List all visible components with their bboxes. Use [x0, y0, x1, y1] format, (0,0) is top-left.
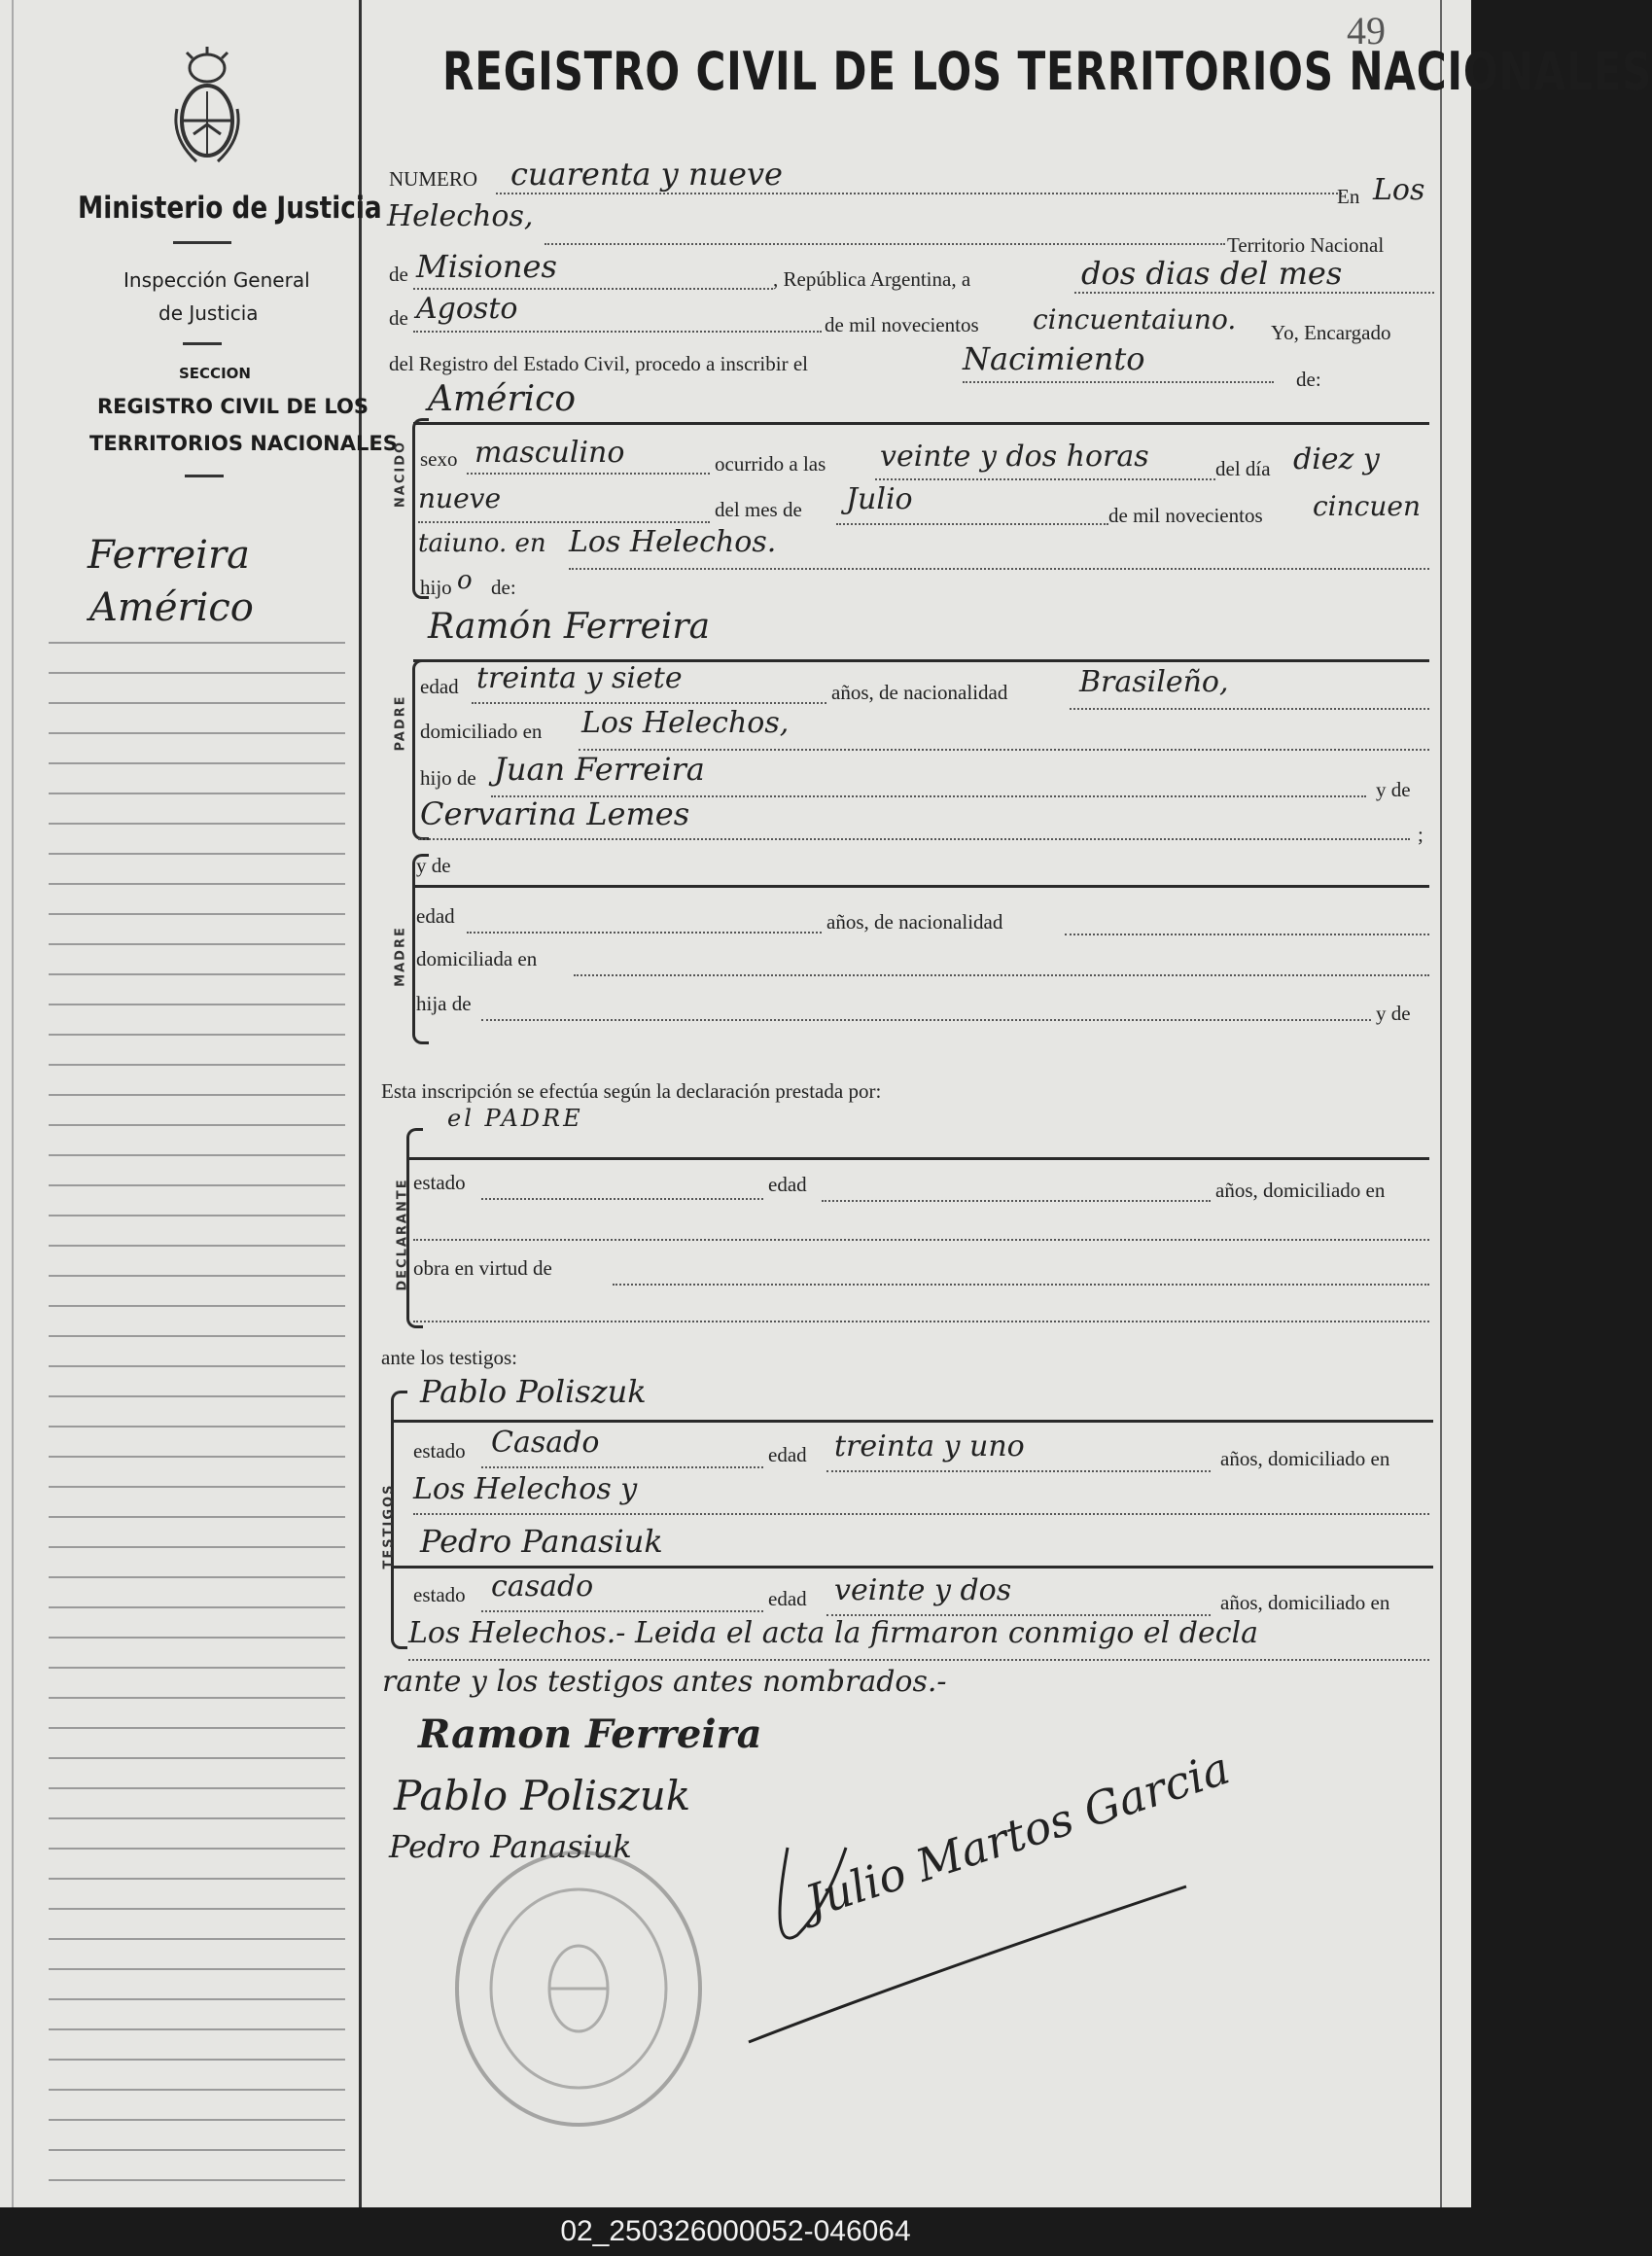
numero-value: cuarenta y nueve — [510, 156, 783, 193]
padre-domicilio-label: domiciliado en — [420, 720, 543, 743]
sidebar-inspection-2: de Justicia — [158, 301, 259, 325]
padre-edad-value: treinta y siete — [476, 661, 683, 695]
w1-edad-value: treinta y uno — [834, 1429, 1025, 1463]
padre-nat-dots — [1070, 708, 1429, 710]
nacido-mil-label: de mil novecientos — [1108, 504, 1263, 527]
madre-anos-label: años, de nacionalidad — [826, 910, 1003, 934]
page-title: REGISTRO CIVIL DE LOS TERRITORIOS NACIONALES — [442, 41, 1652, 102]
obra-dots-2 — [413, 1321, 1429, 1322]
sexo-label: sexo — [420, 447, 458, 471]
ledger-line — [49, 1787, 345, 1789]
ledger-line — [49, 1184, 345, 1186]
testigos-side-label: TESTIGOS — [381, 1483, 397, 1569]
sexo-value: masculino — [475, 436, 625, 470]
signature-witness2: Pedro Panasiuk — [389, 1828, 632, 1865]
nacido-year-value2: taiuno. en — [418, 529, 546, 558]
ledger-line — [49, 1215, 345, 1216]
ledger-line — [49, 2028, 345, 2030]
nacido-name: Américo — [428, 379, 576, 419]
witness1-name: Pablo Poliszuk — [420, 1373, 647, 1410]
w1-estado-dots — [481, 1466, 763, 1468]
ledger-line — [49, 1968, 345, 1970]
place-dots — [545, 243, 1225, 245]
signature-declarant: Ramon Ferreira — [418, 1711, 762, 1757]
padre-name: Ramón Ferreira — [428, 607, 711, 647]
ledger-line — [49, 2179, 345, 2181]
w1-edad-label: edad — [768, 1443, 807, 1466]
sidebar-registry-2: TERRITORIOS NACIONALES — [89, 432, 398, 455]
ledger-line — [49, 2119, 345, 2121]
left-edge-line — [12, 0, 14, 2207]
hour-value: veinte y dos horas — [880, 440, 1149, 474]
w2-estado-value: casado — [491, 1569, 594, 1604]
declarant-value: el PADRE — [447, 1105, 583, 1132]
nacido-place: Los Helechos. — [569, 525, 777, 559]
w1-edad-dots — [826, 1470, 1211, 1472]
ledger-line — [49, 1064, 345, 1066]
madre-dom-dots — [574, 974, 1429, 976]
ledger-line — [49, 883, 345, 885]
ledger-line — [49, 1878, 345, 1880]
ledger-line — [49, 1094, 345, 1096]
ledger-line — [49, 2089, 345, 2091]
ledger-line — [49, 672, 345, 674]
padre-dom-dots — [579, 749, 1429, 751]
ledger-line — [49, 1395, 345, 1397]
document-code-footer: 02_250326000052-046064 — [0, 2207, 1471, 2256]
w2-anos-label: años, domiciliado en — [1220, 1591, 1390, 1614]
w2-edad-label: edad — [768, 1587, 807, 1610]
witness2-rule — [393, 1566, 1433, 1569]
hijo-value: o — [457, 566, 473, 595]
w2-edad-value: veinte y dos — [834, 1573, 1012, 1607]
nacido-year-value: cincuen — [1313, 490, 1421, 522]
ledger-line — [49, 702, 345, 704]
nacido-name-rule — [413, 422, 1429, 425]
hour-dots — [875, 478, 1215, 480]
sidebar-divider — [359, 0, 362, 2207]
madre-y-de-label: y de — [416, 854, 451, 877]
madre-domicilio-label: domiciliada en — [416, 947, 538, 970]
ledger-line — [49, 973, 345, 975]
ledger-line — [49, 1365, 345, 1367]
nacido-side-label: NACIDO — [393, 440, 408, 509]
ledger-line — [49, 1697, 345, 1699]
month-dots — [413, 331, 822, 333]
ledger-line — [49, 1998, 345, 2000]
sidebar-rule-2 — [183, 342, 222, 345]
sidebar-section: SECCION — [179, 365, 251, 382]
ledger-line — [49, 1606, 345, 1608]
madre-nat-dots — [1065, 934, 1429, 935]
w1-estado-label: estado — [413, 1439, 466, 1463]
witness1-rule — [393, 1420, 1433, 1423]
padre-anos-label: años, de nacionalidad — [831, 681, 1008, 704]
month-value: Agosto — [416, 292, 518, 326]
madre-hija-dots — [481, 1019, 1371, 1021]
ledger-line — [49, 1426, 345, 1428]
en-value: Los — [1373, 173, 1425, 207]
closing-line-1: Los Helechos.- Leida el acta la firmaron conmigo el decla — [408, 1616, 1259, 1650]
mes-label: del mes de — [715, 498, 802, 521]
padre-hijo-label: hijo de — [420, 766, 476, 790]
nacido-day-value2: nueve — [418, 482, 502, 514]
padre-side-label: PADRE — [393, 694, 408, 752]
ledger-line — [49, 1908, 345, 1910]
ledger-line — [49, 1938, 345, 1940]
ledger-line — [49, 1516, 345, 1518]
ledger-line — [49, 2059, 345, 2061]
day-dots — [1074, 292, 1434, 294]
de3-label: de: — [1296, 368, 1321, 391]
declarante-estado-dots — [481, 1198, 763, 1200]
padre-edad-dots — [472, 702, 826, 704]
sidebar-inspection-1: Inspección General — [123, 268, 310, 292]
madre-edad-label: edad — [416, 904, 455, 928]
w1-estado-value: Casado — [491, 1426, 600, 1460]
page-number: 49 — [1347, 9, 1386, 53]
ledger-line — [49, 1817, 345, 1819]
sidebar-rule-3 — [185, 475, 224, 477]
ledger-line — [49, 913, 345, 915]
sidebar-registry-1: REGISTRO CIVIL DE LOS — [97, 395, 369, 418]
hijo-label: hijo — [420, 576, 452, 599]
act-value: Nacimiento — [963, 340, 1145, 377]
ledger-line — [49, 762, 345, 764]
ledger-line — [49, 853, 345, 855]
w1-anos-label: años, domiciliado en — [1220, 1447, 1390, 1470]
hijo-de-label: de: — [491, 576, 516, 599]
sidebar-given-name: Américo — [89, 585, 254, 630]
numero-dots — [496, 193, 1342, 194]
ledger-line — [49, 1034, 345, 1036]
madre-y-de2-label: y de — [1376, 1002, 1411, 1025]
republica-label: , República Argentina, a — [773, 267, 971, 291]
registro-label: del Registro del Estado Civil, procedo a inscribir el — [389, 352, 808, 375]
territorio-label: Territorio Nacional — [1227, 233, 1385, 257]
dia-label: del día — [1215, 457, 1271, 480]
ledger-line — [49, 1275, 345, 1277]
ledger-line — [49, 732, 345, 734]
ocurrido-label: ocurrido a las — [715, 452, 826, 476]
padre-hijo-value: Juan Ferreira — [494, 751, 705, 788]
ledger-line — [49, 793, 345, 794]
ledger-line — [49, 1727, 345, 1729]
numero-label: NUMERO — [389, 167, 478, 191]
padre-mother-dots — [418, 838, 1410, 840]
de2-label: de — [389, 306, 408, 330]
ledger-line — [49, 1486, 345, 1488]
declarante-rule — [408, 1157, 1429, 1160]
ledger-line — [49, 1004, 345, 1005]
declarante-side-label: DECLARANTE — [395, 1178, 410, 1291]
ledger-line — [49, 1757, 345, 1759]
nacido-day-value: diez y — [1293, 442, 1380, 476]
place-value: Helechos, — [387, 199, 534, 233]
madre-hija-label: hija de — [416, 992, 472, 1015]
w2-estado-label: estado — [413, 1583, 466, 1606]
padre-semicolon: ; — [1418, 823, 1424, 846]
closing-line-2: rante y los testigos antes nombrados.- — [382, 1665, 947, 1699]
right-margin-line — [1440, 0, 1442, 2207]
territory-value: Misiones — [416, 248, 557, 285]
ledger-line — [49, 1848, 345, 1850]
declarante-dom-dots — [413, 1239, 1429, 1241]
registry-seal-stamp — [447, 1843, 710, 2134]
padre-y-de-label: y de — [1376, 778, 1411, 801]
declarante-edad-label: edad — [768, 1173, 807, 1196]
sexo-dots — [467, 473, 710, 475]
madre-edad-dots — [467, 932, 822, 934]
w2-estado-dots — [481, 1610, 763, 1612]
yo-label: Yo, Encargado — [1271, 321, 1391, 344]
ledger-line — [49, 1335, 345, 1337]
ledger-line — [49, 1637, 345, 1639]
declarante-estado-label: estado — [413, 1171, 466, 1194]
madre-side-label: MADRE — [393, 926, 408, 987]
de-label: de — [389, 263, 408, 286]
ledger-line — [49, 1456, 345, 1458]
mil-label: de mil novecientos — [825, 313, 979, 336]
sidebar-surname: Ferreira — [88, 533, 250, 578]
coat-of-arms-icon — [167, 41, 247, 167]
day-value: dos dias del mes — [1081, 255, 1343, 292]
ledger-line — [49, 1154, 345, 1156]
closing-dots-1 — [408, 1659, 1429, 1661]
ledger-line — [49, 1546, 345, 1548]
year-value: cincuentaiuno. — [1033, 303, 1237, 335]
padre-edad-label: edad — [420, 675, 459, 698]
ledger-line — [49, 1124, 345, 1126]
nacido-month-value: Julio — [846, 482, 913, 516]
ledger-line — [49, 1245, 345, 1247]
padre-nationality: Brasileño, — [1079, 665, 1229, 699]
obra-label: obra en virtud de — [413, 1256, 552, 1280]
w1-dom-dots — [413, 1513, 1429, 1515]
padre-domicilio-value: Los Helechos, — [581, 706, 790, 740]
ledger-line — [49, 823, 345, 825]
declarante-edad-dots — [822, 1200, 1211, 1202]
obra-dots — [613, 1284, 1429, 1286]
padre-mother-value: Cervarina Lemes — [420, 795, 690, 832]
ledger-line — [49, 943, 345, 945]
sidebar-rule-1 — [173, 241, 231, 244]
nacido-month-dots — [836, 523, 1108, 525]
declarante-anos-label: años, domiciliado en — [1215, 1179, 1386, 1202]
madre-rule — [413, 885, 1429, 888]
ledger-line — [49, 1667, 345, 1669]
ledger-line — [49, 2149, 345, 2151]
w1-domicilio-value: Los Helechos y — [413, 1472, 638, 1506]
signature-witness1: Pablo Poliszuk — [394, 1772, 691, 1819]
witness2-name: Pedro Panasiuk — [420, 1523, 663, 1560]
ledger-line — [49, 1305, 345, 1307]
nacido-place-dots — [569, 568, 1429, 570]
declaracion-intro: Esta inscripción se efectúa según la declaración prestada por: — [381, 1079, 882, 1103]
ledger-line — [49, 642, 345, 644]
ledger-line — [49, 1576, 345, 1578]
act-dots — [963, 381, 1274, 383]
sidebar-ministry: Ministerio de Justicia — [78, 191, 382, 226]
signature-officer: Julio Martos Garcia — [798, 1741, 1236, 1928]
day2-dots — [418, 521, 710, 523]
testigos-intro: ante los testigos: — [381, 1346, 517, 1369]
en-label: En — [1337, 185, 1360, 208]
territory-dots — [413, 288, 773, 290]
